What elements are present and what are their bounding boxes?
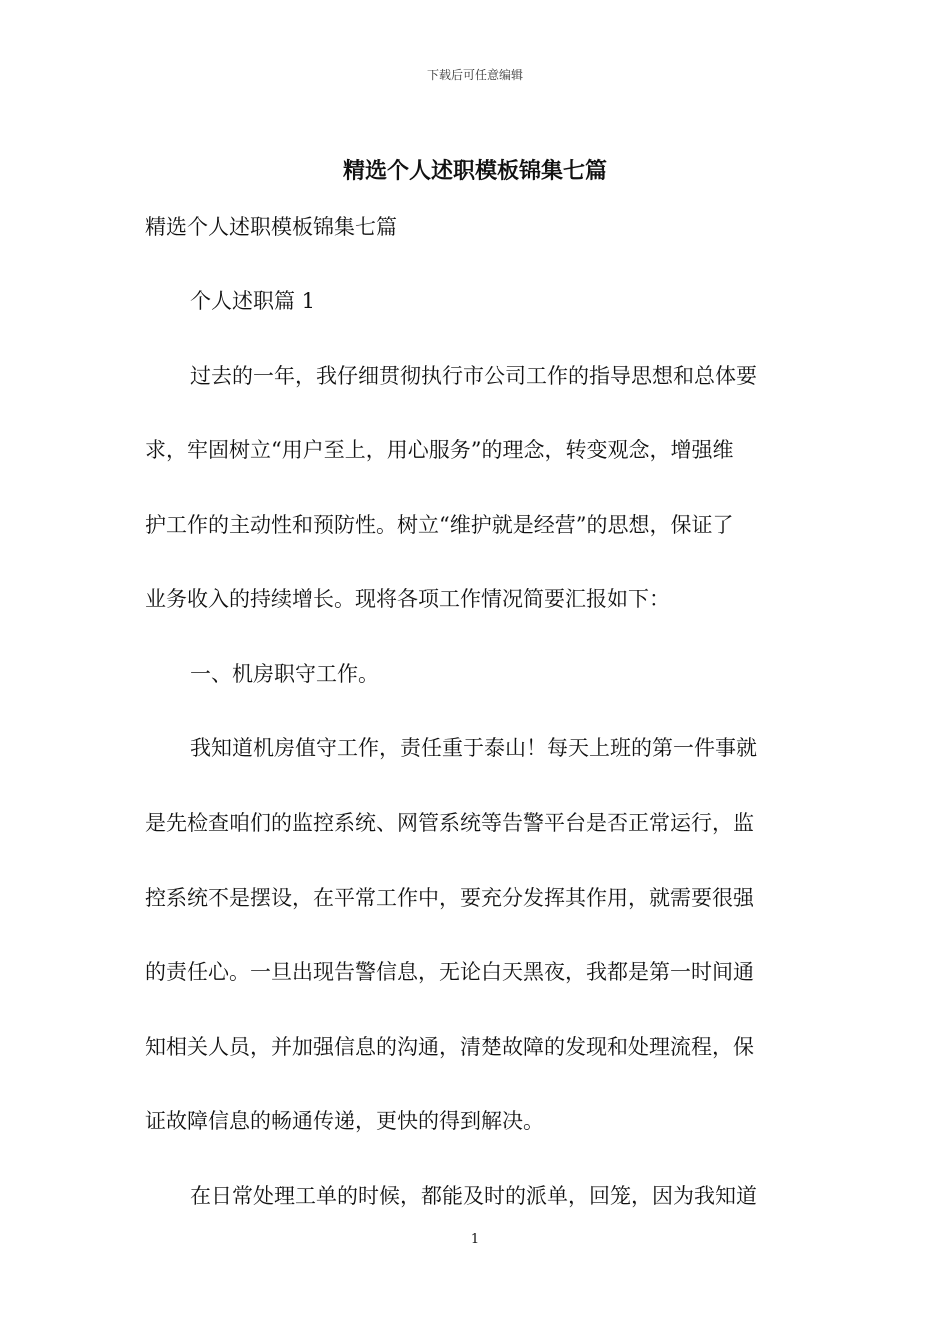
header-note: 下载后可任意编辑 xyxy=(426,68,523,82)
body-line: 过去的一年，我仔细贯彻执行市公司工作的指导思想和总体要 xyxy=(190,364,757,388)
body-line: 控系统不是摆设，在平常工作中，要充分发挥其作用，就需要很强 xyxy=(145,886,754,910)
body-line: 业务收入的持续增长。现将各项工作情况简要汇报如下： xyxy=(145,587,670,611)
page-number: 1 xyxy=(470,1232,480,1247)
body-line: 我知道机房值守工作，责任重于泰山！每天上班的第一件事就 xyxy=(190,736,757,760)
body-line: 知相关人员，并加强信息的沟通，清楚故障的发现和处理流程，保 xyxy=(145,1035,754,1059)
body-line: 护工作的主动性和预防性。树立“维护就是经营”的思想，保证了 xyxy=(145,513,734,537)
section-item-heading: 一、机房职守工作。 xyxy=(190,662,379,686)
document-title: 精选个人述职模板锦集七篇 xyxy=(342,158,607,184)
body-line: 在日常处理工单的时候，都能及时的派单，回笼，因为我知道 xyxy=(190,1184,757,1208)
body-line: 求，牢固树立“用户至上，用心服务”的理念，转变观念，增强维 xyxy=(145,438,734,462)
section-heading: 个人述职篇 1 xyxy=(190,289,316,313)
document-subtitle: 精选个人述职模板锦集七篇 xyxy=(145,215,397,239)
body-line: 的责任心。一旦出现告警信息，无论白天黑夜，我都是第一时间通 xyxy=(145,960,754,984)
body-line: 是先检查咱们的监控系统、网管系统等告警平台是否正常运行，监 xyxy=(145,811,754,835)
body-line: 证故障信息的畅通传递，更快的得到解决。 xyxy=(145,1109,544,1133)
